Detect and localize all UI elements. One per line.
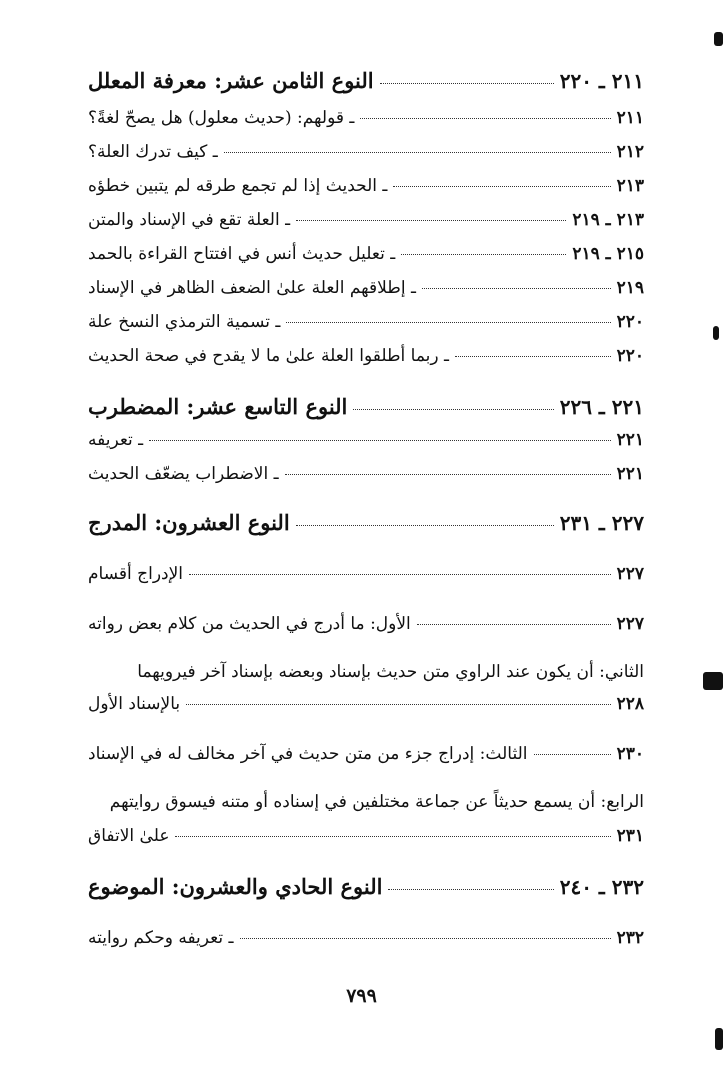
page-number: ٧٩٩	[346, 985, 377, 1007]
leader-dots	[393, 186, 610, 187]
leader-dots	[422, 288, 611, 289]
leader-dots	[353, 409, 553, 410]
section-title: النوع التاسع عشر: المضطرب	[88, 394, 348, 419]
leader-dots	[189, 574, 611, 575]
entry-page: ٢١٩	[616, 278, 644, 298]
entry-page: ٢١٣ ـ ٢١٩	[572, 210, 644, 230]
entry-text: الإدراج أقسام	[88, 564, 184, 584]
leader-dots	[186, 704, 610, 705]
toc-entry-continuation	[88, 826, 644, 846]
leader-dots	[285, 474, 611, 475]
toc-entry-multiline	[88, 786, 644, 818]
toc-entry-multiline	[88, 656, 644, 688]
leader-dots	[296, 220, 566, 221]
scan-mark	[713, 326, 719, 340]
entry-text: ـ الحديث إذا لم تجمع طرقه لم يتبين خطؤه	[88, 176, 388, 196]
leader-dots	[149, 440, 610, 441]
leader-dots	[380, 83, 554, 84]
entry-text: ـ الاضطراب يضعّف الحديث	[88, 464, 279, 484]
scan-mark	[714, 32, 723, 46]
section-heading-20	[88, 510, 644, 535]
leader-dots	[286, 322, 610, 323]
leader-dots	[455, 356, 611, 357]
leader-dots	[534, 754, 611, 755]
entry-page: ٢١١	[616, 108, 644, 128]
entry-text: الرابع: أن يسمع حديثاً عن جماعة مختلفين في إسناده أو متنه فيسوق روايتهم	[109, 792, 644, 812]
entry-text: ـ العلة تقع في الإسناد والمتن	[88, 210, 291, 230]
toc-entry	[88, 108, 644, 128]
scan-mark	[715, 1028, 723, 1050]
toc-entry	[88, 346, 644, 366]
entry-text: الأول: ما أدرج في الحديث من كلام بعض رواته	[88, 614, 411, 634]
entry-text: ـ تعليل حديث أنس في افتتاح القراءة بالحمد	[88, 244, 396, 264]
entry-text: ـ تسمية الترمذي النسخ علة	[88, 312, 281, 332]
section-title: النوع العشرون: المدرج	[88, 510, 290, 535]
toc-entry	[88, 614, 644, 634]
leader-dots	[417, 624, 611, 625]
section-title: النوع الثامن عشر: معرفة المعلل	[88, 68, 374, 93]
entry-page: ٢٣٠	[616, 744, 644, 764]
leader-dots	[401, 254, 566, 255]
section-heading-21	[88, 874, 644, 899]
section-heading-18	[88, 68, 644, 93]
entry-text: الثالث: إدراج جزء من متن حديث في آخر مخالف له في الإسناد	[88, 744, 528, 764]
page-range: ٢٢١ ـ ٢٢٦	[559, 395, 644, 419]
entry-page: ٢٢٧	[616, 614, 644, 634]
entry-text: ـ تعريفه وحكم روايته	[88, 928, 234, 948]
entry-page: ٢٢٧	[616, 564, 644, 584]
leader-dots	[360, 118, 610, 119]
toc-entry	[88, 564, 644, 584]
leader-dots	[224, 152, 611, 153]
entry-text: الثاني: أن يكون عند الراوي متن حديث بإسناد وبعضه بإسناد آخر فيرويهما	[137, 662, 644, 682]
toc-entry-continuation	[88, 694, 644, 714]
entry-text: ـ قولهم: (حديث معلول) هل يصحّ لغةً؟	[88, 108, 355, 128]
section-heading-19	[88, 394, 644, 419]
entry-page: ٢٣٢	[616, 928, 644, 948]
toc-page	[88, 64, 644, 1024]
entry-page: ٢٢١	[616, 430, 644, 450]
toc-entry	[88, 430, 644, 450]
entry-page: ٢٢١	[616, 464, 644, 484]
toc-entry	[88, 278, 644, 298]
toc-entry	[88, 744, 644, 764]
toc-entry	[88, 176, 644, 196]
entry-page: ٢٢٠	[616, 346, 644, 366]
leader-dots	[296, 525, 554, 526]
toc-entry	[88, 244, 644, 264]
page-range: ٢٣٢ ـ ٢٤٠	[559, 875, 644, 899]
entry-text: علىٰ الاتفاق	[88, 826, 170, 846]
entry-text: بالإسناد الأول	[88, 694, 181, 714]
entry-page: ٢١٥ ـ ٢١٩	[572, 244, 644, 264]
toc-entry	[88, 210, 644, 230]
leader-dots	[388, 889, 553, 890]
toc-entry	[88, 464, 644, 484]
toc-entry	[88, 142, 644, 162]
entry-page: ٢١٣	[616, 176, 644, 196]
entry-text: ـ كيف تدرك العلة؟	[88, 142, 218, 162]
toc-entry	[88, 928, 644, 948]
scan-mark	[703, 672, 723, 690]
page-range: ٢٢٧ ـ ٢٣١	[559, 511, 644, 535]
entry-page: ٢٣١	[616, 826, 644, 846]
toc-entry	[88, 312, 644, 332]
page-range: ٢١١ ـ ٢٢٠	[559, 69, 644, 93]
leader-dots	[240, 938, 611, 939]
entry-page: ٢٢٠	[616, 312, 644, 332]
entry-page: ٢١٢	[616, 142, 644, 162]
entry-text: ـ ربما أطلقوا العلة علىٰ ما لا يقدح في صحة الحديث	[88, 346, 449, 366]
leader-dots	[175, 836, 610, 837]
entry-page: ٢٢٨	[616, 694, 644, 714]
entry-text: ـ إطلاقهم العلة علىٰ الضعف الظاهر في الإسناد	[88, 278, 416, 298]
entry-text: ـ تعريفه	[88, 430, 144, 450]
section-title: النوع الحادي والعشرون: الموضوع	[88, 874, 383, 899]
